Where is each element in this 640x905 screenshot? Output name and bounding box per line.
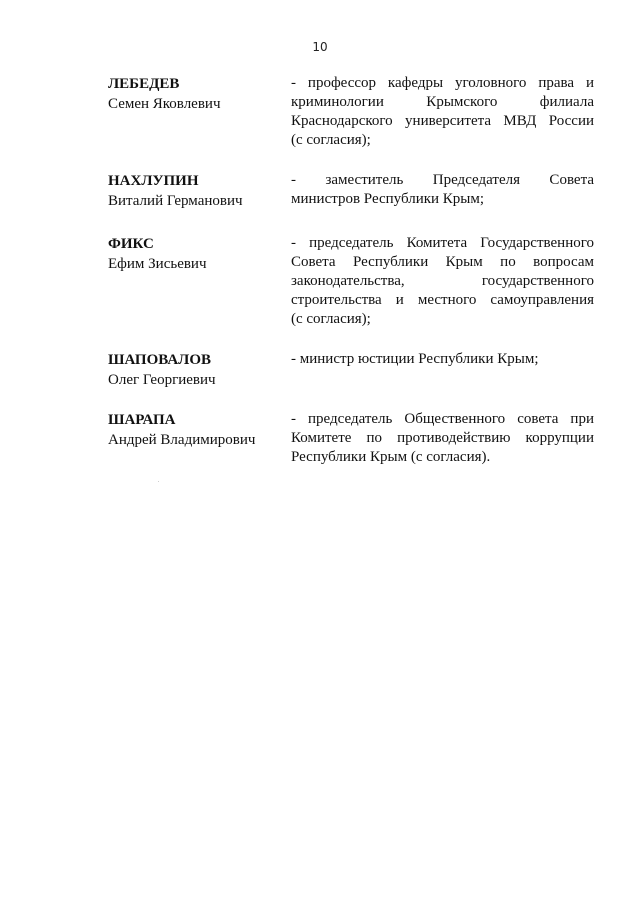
role-line: криминологии Крымского филиала	[291, 94, 594, 110]
member-role	[291, 171, 594, 209]
member-surname: ЛЕБЕДЕВ	[108, 76, 180, 92]
role-line: Совета Республики Крым по вопросам	[291, 254, 594, 270]
member-name	[108, 171, 278, 211]
role-line: законодательства, государственного	[291, 273, 594, 289]
role-line: - председатель Комитета Государственного	[291, 235, 594, 251]
member-given-name: Семен Яковлевич	[108, 96, 221, 112]
role-line: Республики Крым (с согласия).	[291, 449, 491, 465]
member-name	[108, 234, 278, 274]
member-given-name: Андрей Владимирович	[108, 432, 256, 448]
member-given-name: Виталий Германович	[108, 193, 243, 209]
member-name	[108, 350, 278, 390]
role-line: - министр юстиции Республики Крым;	[291, 351, 539, 367]
member-role	[291, 234, 594, 329]
member-surname: НАХЛУПИН	[108, 173, 199, 189]
member-surname: ФИКС	[108, 236, 154, 252]
role-line: Краснодарского университета МВД России	[291, 113, 594, 129]
member-surname: ШАРАПА	[108, 412, 176, 428]
role-line: - заместитель Председателя Совета	[291, 172, 594, 188]
role-line: Комитете по противодействию коррупции	[291, 430, 594, 446]
member-given-name: Олег Георгиевич	[108, 372, 216, 388]
member-role	[291, 74, 594, 150]
scan-speck	[158, 481, 159, 482]
member-surname: ШАПОВАЛОВ	[108, 352, 212, 368]
role-line: - председатель Общественного совета при	[291, 411, 594, 427]
member-name	[108, 410, 278, 450]
role-line: - профессор кафедры уголовного права и	[291, 75, 594, 91]
role-line: министров Республики Крым;	[291, 191, 485, 207]
page-number: 10	[312, 40, 328, 54]
role-line: строительства и местного самоуправления	[291, 292, 594, 308]
member-role	[291, 410, 594, 467]
member-given-name: Ефим Зисьевич	[108, 256, 207, 272]
role-line: (с согласия);	[291, 132, 371, 148]
role-line: (с согласия);	[291, 311, 371, 327]
member-name	[108, 74, 278, 114]
member-role	[291, 350, 594, 369]
